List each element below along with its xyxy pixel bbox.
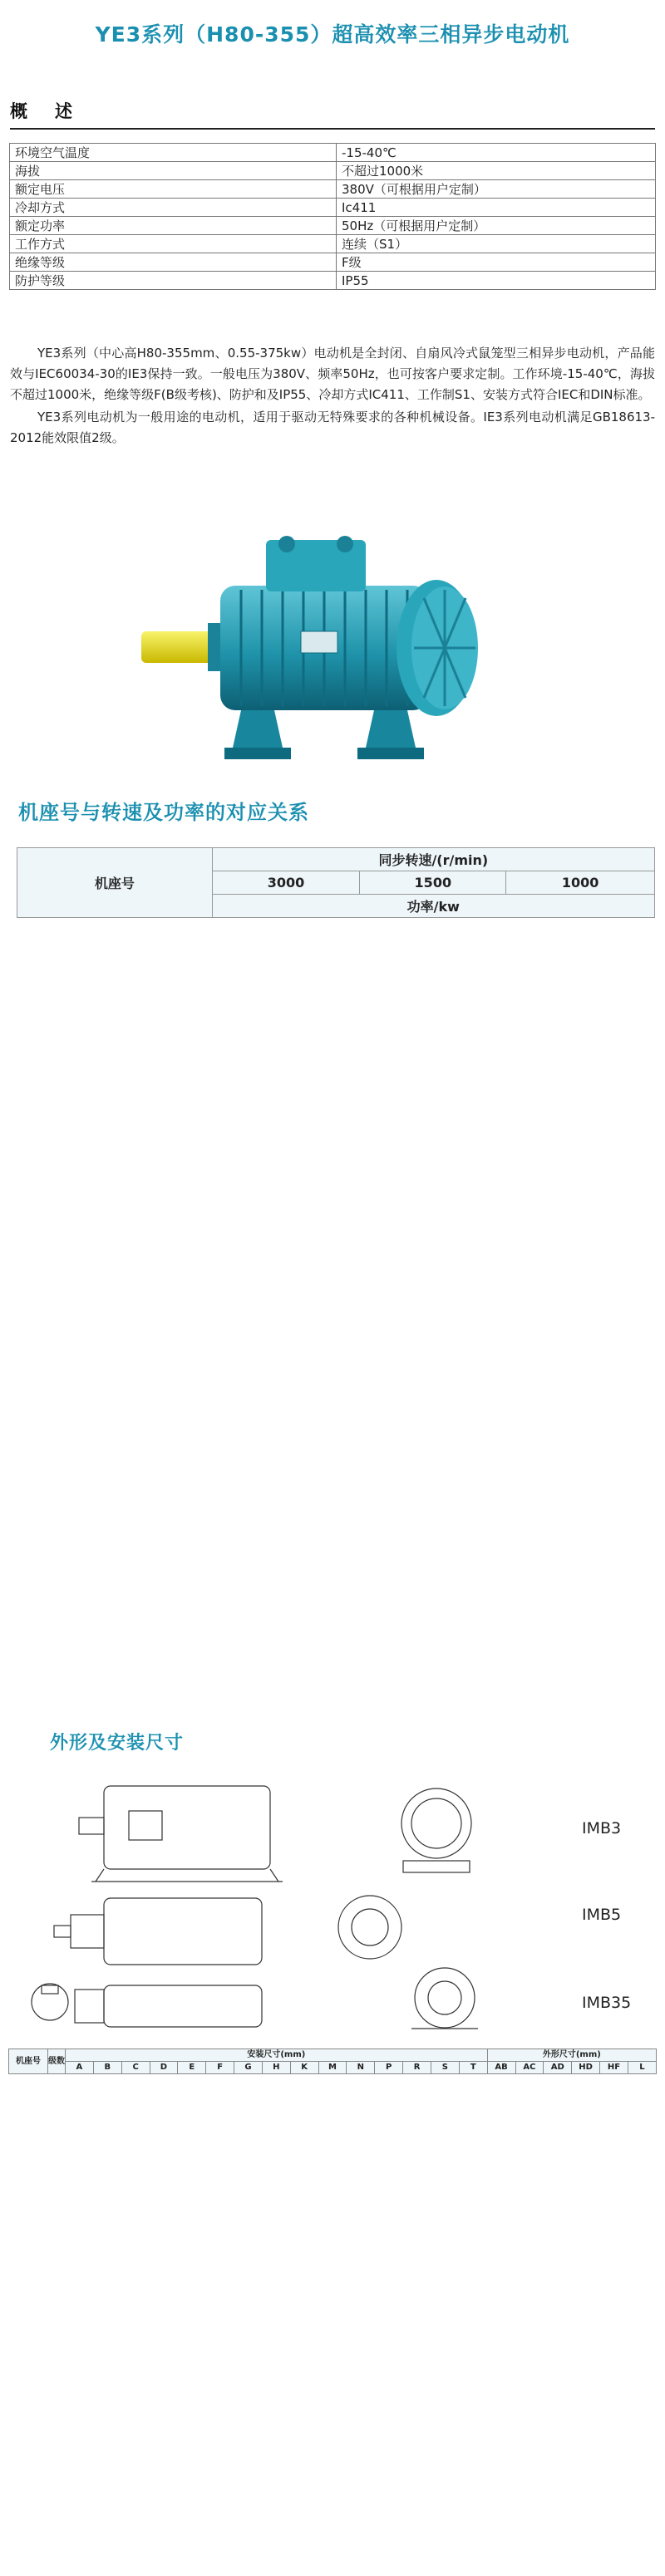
spec-row: [10, 235, 656, 253]
dim-col-p: P: [375, 2062, 403, 2074]
application-paragraph: YE3系列电动机为一般用途的电动机，适用于驱动无特殊要求的各种机械设备。IE3系列电动机满足GB18613-2012能效限值2级。: [10, 410, 655, 445]
spec-row: [10, 180, 656, 199]
mount-imb35-label: IMB35: [582, 1994, 632, 2012]
page-title: YE3系列（H80-355）超高效率三相异步电动机: [95, 22, 570, 47]
spec-value: IP55: [337, 272, 656, 290]
dim-columns-row: [9, 2062, 657, 2074]
spec-key: 防护等级: [10, 272, 337, 290]
dim-col-ad: AD: [544, 2062, 572, 2074]
dim-outline-header: 外形尺寸(mm): [487, 2049, 656, 2062]
power-header: 功率/kw: [212, 895, 654, 918]
dim-col-g: G: [234, 2062, 263, 2074]
dim-col-e: E: [178, 2062, 206, 2074]
description-paragraph: YE3系列（中心高H80-355mm、0.55-375kw）电动机是全封闭、自扇风冷式鼠笼型三相异步电动机，产品能效与IEC60034-30的IE3保持一致。一般电压为380V、频率50Hz，也可按客户要求定制。工作环境-15-40℃，海拔不超过1000米，绝缘等级F(B级考核)、防护和及IP55、冷却方式IC411、工作制S1、安装方式符合IEC和DIN标准。: [10, 346, 655, 402]
spec-row: [10, 144, 656, 162]
dim-header-row: [9, 2049, 657, 2062]
dim-poles-header: 级数: [48, 2049, 66, 2074]
dim-col-ac: AC: [515, 2062, 544, 2074]
speed-1000: 1000: [506, 871, 655, 895]
dim-col-n: N: [347, 2062, 375, 2074]
spec-key: 环境空气温度: [10, 144, 337, 162]
dim-col-h: H: [262, 2062, 290, 2074]
spec-key: 工作方式: [10, 235, 337, 253]
spec-row: [10, 272, 656, 290]
motor-photo: [116, 507, 532, 781]
spec-row: [10, 253, 656, 272]
power-header-row: [17, 848, 655, 871]
mount-imb5-label: IMB5: [582, 1906, 622, 1924]
spec-key: 额定功率: [10, 217, 337, 235]
speed-1500: 1500: [360, 871, 506, 895]
mount-imb3-label: IMB3: [582, 1819, 622, 1838]
dim-col-r: R: [403, 2062, 431, 2074]
spec-value: 380V（可根据用户定制）: [337, 180, 656, 199]
dim-col-k: K: [290, 2062, 318, 2074]
dimension-table: [8, 2049, 657, 2074]
speed-3000: 3000: [212, 871, 360, 895]
outline-drawings: [12, 1778, 653, 2035]
spec-value: 不超过1000米: [337, 162, 656, 180]
dimension-section-heading: 外形及安装尺寸: [50, 1733, 185, 1754]
frame-header: 机座号: [17, 848, 213, 918]
dim-col-f: F: [206, 2062, 234, 2074]
power-section-heading: 机座号与转速及功率的对应关系: [18, 801, 309, 824]
dim-col-t: T: [459, 2062, 487, 2074]
dim-col-l: L: [628, 2062, 656, 2074]
dim-col-m: M: [318, 2062, 347, 2074]
dim-col-c: C: [121, 2062, 150, 2074]
dim-col-ab: AB: [487, 2062, 515, 2074]
spec-value: -15-40℃: [337, 144, 656, 162]
dim-col-a: A: [66, 2062, 94, 2074]
spec-key: 海拔: [10, 162, 337, 180]
dim-col-s: S: [431, 2062, 459, 2074]
speed-header: 同步转速/(r/min): [212, 848, 654, 871]
overview-heading: 概 述: [10, 101, 77, 121]
dim-col-hd: HD: [572, 2062, 600, 2074]
spec-key: 冷却方式: [10, 199, 337, 217]
dim-col-d: D: [150, 2062, 178, 2074]
spec-key: 额定电压: [10, 180, 337, 199]
dim-install-header: 安装尺寸(mm): [66, 2049, 488, 2062]
spec-row: [10, 217, 656, 235]
dim-col-b: B: [93, 2062, 121, 2074]
spec-value: 50Hz（可根据用户定制）: [337, 217, 656, 235]
spec-key: 绝缘等级: [10, 253, 337, 272]
dim-col-hf: HF: [600, 2062, 628, 2074]
spec-value: Ic411: [337, 199, 656, 217]
spec-value: 连续（S1）: [337, 235, 656, 253]
spec-row: [10, 162, 656, 180]
power-table: [17, 847, 655, 918]
dim-frame-header: 机座号: [9, 2049, 48, 2074]
spec-table: [9, 143, 656, 290]
spec-value: F级: [337, 253, 656, 272]
spec-row: [10, 199, 656, 217]
overview-divider: [10, 128, 655, 130]
